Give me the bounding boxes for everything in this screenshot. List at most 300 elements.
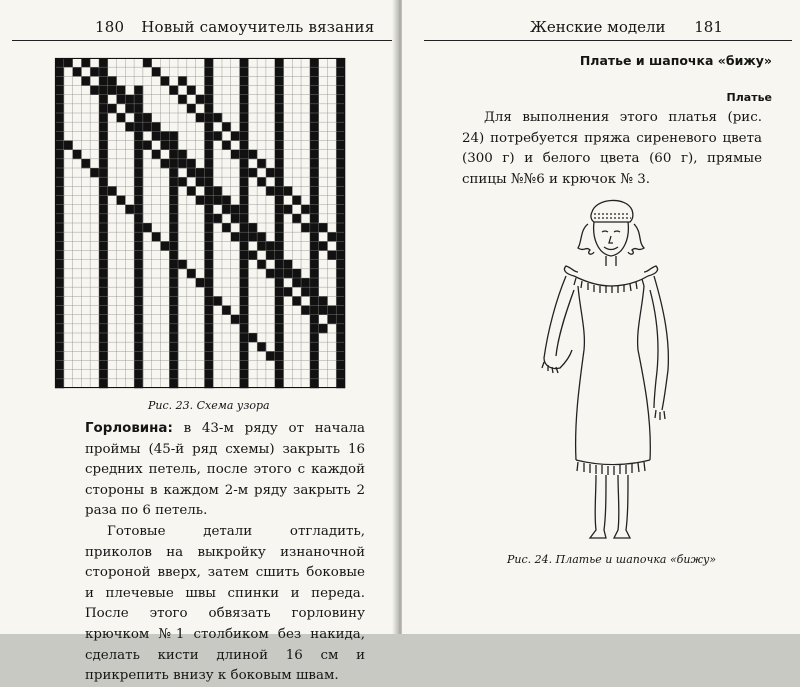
filled-cell — [275, 113, 284, 122]
filled-cell — [204, 260, 213, 269]
filled-cell — [169, 131, 178, 140]
filled-cell — [169, 324, 178, 333]
filled-cell — [336, 278, 345, 287]
filled-cell — [99, 278, 108, 287]
filled-cell — [55, 351, 64, 360]
filled-cell — [169, 168, 178, 177]
filled-cell — [178, 260, 187, 269]
filled-cell — [275, 333, 284, 342]
filled-cell — [134, 186, 143, 195]
filled-cell — [55, 306, 64, 315]
filled-cell — [117, 196, 126, 205]
filled-cell — [275, 251, 284, 260]
filled-cell — [336, 269, 345, 278]
filled-cell — [55, 67, 64, 76]
filled-cell — [336, 351, 345, 360]
filled-cell — [99, 67, 108, 76]
filled-cell — [125, 104, 134, 113]
filled-cell — [204, 241, 213, 250]
filled-cell — [134, 131, 143, 140]
filled-cell — [55, 131, 64, 140]
filled-cell — [108, 186, 117, 195]
filled-cell — [240, 223, 249, 232]
filled-cell — [231, 232, 240, 241]
filled-cell — [275, 104, 284, 113]
filled-cell — [81, 76, 90, 85]
filled-cell — [178, 76, 187, 85]
filled-cell — [55, 232, 64, 241]
filled-cell — [169, 205, 178, 214]
filled-cell — [160, 241, 169, 250]
filled-cell — [204, 58, 213, 67]
filled-cell — [99, 159, 108, 168]
filled-cell — [213, 113, 222, 122]
filled-cell — [204, 196, 213, 205]
filled-cell — [117, 86, 126, 95]
filled-cell — [55, 251, 64, 260]
filled-cell — [266, 186, 275, 195]
filled-cell — [99, 306, 108, 315]
filled-cell — [134, 370, 143, 379]
filled-cell — [240, 58, 249, 67]
filled-cell — [310, 122, 319, 131]
filled-cell — [99, 315, 108, 324]
filled-cell — [55, 315, 64, 324]
right-running-header — [530, 18, 723, 36]
filled-cell — [99, 214, 108, 223]
left-header-rule — [12, 40, 392, 41]
filled-cell — [310, 150, 319, 159]
filled-cell — [55, 342, 64, 351]
filled-cell — [231, 205, 240, 214]
filled-cell — [275, 315, 284, 324]
left-page — [0, 0, 398, 684]
filled-cell — [134, 214, 143, 223]
filled-cell — [143, 223, 152, 232]
pattern-grid — [55, 58, 345, 388]
filled-cell — [99, 260, 108, 269]
filled-cell — [55, 104, 64, 113]
filled-cell — [310, 260, 319, 269]
filled-cell — [266, 241, 275, 250]
filled-cell — [99, 287, 108, 296]
filled-cell — [310, 168, 319, 177]
filled-cell — [336, 95, 345, 104]
filled-cell — [240, 159, 249, 168]
filled-cell — [310, 223, 319, 232]
filled-cell — [240, 342, 249, 351]
filled-cell — [55, 361, 64, 370]
left-page-number: 180 — [95, 18, 125, 36]
filled-cell — [169, 214, 178, 223]
paragraph-neckline — [85, 419, 365, 522]
filled-cell — [222, 122, 231, 131]
filled-cell — [204, 269, 213, 278]
filled-cell — [310, 324, 319, 333]
filled-cell — [240, 67, 249, 76]
filled-cell — [240, 324, 249, 333]
filled-cell — [336, 205, 345, 214]
filled-cell — [134, 141, 143, 150]
filled-cell — [336, 287, 345, 296]
filled-cell — [266, 251, 275, 260]
left-running-header — [95, 18, 374, 36]
filled-cell — [336, 342, 345, 351]
filled-cell — [213, 186, 222, 195]
filled-cell — [336, 324, 345, 333]
filled-cell — [134, 205, 143, 214]
filled-cell — [310, 315, 319, 324]
filled-cell — [55, 95, 64, 104]
filled-cell — [55, 159, 64, 168]
filled-cell — [55, 196, 64, 205]
filled-cell — [204, 177, 213, 186]
filled-cell — [257, 342, 266, 351]
filled-cell — [275, 122, 284, 131]
filled-cell — [275, 205, 284, 214]
filled-cell — [81, 58, 90, 67]
filled-cell — [204, 86, 213, 95]
filled-cell — [99, 196, 108, 205]
filled-cell — [292, 296, 301, 305]
filled-cell — [275, 260, 284, 269]
filled-cell — [301, 278, 310, 287]
filled-cell — [169, 361, 178, 370]
filled-cell — [336, 67, 345, 76]
filled-cell — [248, 150, 257, 159]
filled-cell — [55, 177, 64, 186]
filled-cell — [240, 315, 249, 324]
filled-cell — [222, 141, 231, 150]
filled-cell — [187, 269, 196, 278]
filled-cell — [319, 241, 328, 250]
filled-cell — [99, 131, 108, 140]
right-page — [402, 0, 800, 634]
filled-cell — [275, 168, 284, 177]
filled-cell — [275, 241, 284, 250]
filled-cell — [275, 361, 284, 370]
filled-cell — [160, 141, 169, 150]
filled-cell — [55, 278, 64, 287]
filled-cell — [169, 315, 178, 324]
neckline-lead: Горловина: — [85, 421, 173, 436]
filled-cell — [336, 196, 345, 205]
filled-cell — [275, 370, 284, 379]
filled-cell — [204, 205, 213, 214]
filled-cell — [134, 379, 143, 388]
filled-cell — [310, 370, 319, 379]
filled-cell — [99, 177, 108, 186]
filled-cell — [169, 379, 178, 388]
filled-cell — [169, 159, 178, 168]
filled-cell — [169, 86, 178, 95]
filled-cell — [204, 214, 213, 223]
filled-cell — [336, 214, 345, 223]
filled-cell — [310, 241, 319, 250]
filled-cell — [204, 150, 213, 159]
filled-cell — [55, 76, 64, 85]
filled-cell — [275, 296, 284, 305]
filled-cell — [310, 361, 319, 370]
filled-cell — [240, 205, 249, 214]
filled-cell — [196, 95, 205, 104]
filled-cell — [204, 361, 213, 370]
filled-cell — [134, 196, 143, 205]
filled-cell — [275, 141, 284, 150]
neckline-text: в 43-м ряду от начала проймы (45-й ряд схемы) закрыть 16 средних петель, после этого с каждой стороны в каждом 2-м ряду закрыть 2 раза по 6 петель. — [85, 421, 365, 519]
paragraph-finishing — [85, 522, 365, 687]
filled-cell — [134, 287, 143, 296]
filled-cell — [257, 232, 266, 241]
filled-cell — [99, 379, 108, 388]
filled-cell — [90, 67, 99, 76]
filled-cell — [336, 232, 345, 241]
filled-cell — [292, 269, 301, 278]
filled-cell — [55, 141, 64, 150]
filled-cell — [134, 86, 143, 95]
filled-cell — [169, 370, 178, 379]
filled-cell — [283, 205, 292, 214]
filled-cell — [310, 113, 319, 122]
filled-cell — [310, 86, 319, 95]
filled-cell — [240, 333, 249, 342]
filled-cell — [213, 214, 222, 223]
filled-cell — [240, 104, 249, 113]
filled-cell — [240, 86, 249, 95]
filled-cell — [134, 177, 143, 186]
filled-cell — [134, 168, 143, 177]
filled-cell — [99, 241, 108, 250]
filled-cell — [204, 95, 213, 104]
filled-cell — [240, 370, 249, 379]
filled-cell — [257, 260, 266, 269]
woman-in-dress-drawing — [514, 190, 704, 545]
filled-cell — [99, 186, 108, 195]
filled-cell — [169, 150, 178, 159]
filled-cell — [336, 251, 345, 260]
filled-cell — [55, 379, 64, 388]
filled-cell — [117, 113, 126, 122]
filled-cell — [99, 113, 108, 122]
filled-cell — [240, 95, 249, 104]
filled-cell — [64, 141, 73, 150]
filled-cell — [336, 104, 345, 113]
filled-cell — [240, 296, 249, 305]
filled-cell — [204, 186, 213, 195]
filled-cell — [292, 278, 301, 287]
filled-cell — [204, 315, 213, 324]
filled-cell — [275, 324, 284, 333]
filled-cell — [275, 67, 284, 76]
filled-cell — [204, 379, 213, 388]
filled-cell — [319, 306, 328, 315]
filled-cell — [143, 141, 152, 150]
filled-cell — [336, 76, 345, 85]
filled-cell — [275, 76, 284, 85]
filled-cell — [310, 342, 319, 351]
filled-cell — [99, 76, 108, 85]
filled-cell — [160, 131, 169, 140]
filled-cell — [248, 333, 257, 342]
filled-cell — [275, 150, 284, 159]
filled-cell — [266, 269, 275, 278]
filled-cell — [327, 251, 336, 260]
filled-cell — [169, 186, 178, 195]
filled-cell — [99, 168, 108, 177]
filled-cell — [169, 223, 178, 232]
filled-cell — [275, 131, 284, 140]
filled-cell — [204, 104, 213, 113]
filled-cell — [169, 141, 178, 150]
filled-cell — [266, 168, 275, 177]
filled-cell — [275, 232, 284, 241]
filled-cell — [99, 269, 108, 278]
filled-cell — [336, 168, 345, 177]
filled-cell — [275, 278, 284, 287]
filled-cell — [55, 370, 64, 379]
filled-cell — [204, 141, 213, 150]
filled-cell — [275, 379, 284, 388]
filled-cell — [169, 296, 178, 305]
filled-cell — [64, 58, 73, 67]
filled-cell — [99, 333, 108, 342]
filled-cell — [310, 351, 319, 360]
filled-cell — [310, 141, 319, 150]
filled-cell — [134, 122, 143, 131]
filled-cell — [204, 287, 213, 296]
finishing-text: Готовые детали отгладить, приколов на выкройку изнаночной стороной вверх, затем сшить боковые и плечевые швы спинки и переда. После этого обвязать горловину крючком №1 столбиком без накида, сделать кисти длиной 16 см и прикрепить внизу к боковым швам. — [85, 523, 365, 684]
filled-cell — [99, 370, 108, 379]
left-body-text — [85, 419, 365, 687]
filled-cell — [275, 287, 284, 296]
filled-cell — [240, 168, 249, 177]
filled-cell — [125, 95, 134, 104]
filled-cell — [336, 241, 345, 250]
filled-cell — [55, 269, 64, 278]
filled-cell — [240, 214, 249, 223]
filled-cell — [222, 306, 231, 315]
filled-cell — [301, 306, 310, 315]
filled-cell — [310, 131, 319, 140]
filled-cell — [73, 67, 82, 76]
filled-cell — [275, 223, 284, 232]
filled-cell — [134, 333, 143, 342]
filled-cell — [275, 95, 284, 104]
filled-cell — [240, 379, 249, 388]
filled-cell — [231, 214, 240, 223]
filled-cell — [257, 159, 266, 168]
filled-cell — [204, 342, 213, 351]
filled-cell — [99, 150, 108, 159]
filled-cell — [319, 223, 328, 232]
filled-cell — [204, 168, 213, 177]
filled-cell — [301, 223, 310, 232]
filled-cell — [336, 186, 345, 195]
filled-cell — [275, 351, 284, 360]
filled-cell — [310, 251, 319, 260]
filled-cell — [196, 168, 205, 177]
filled-cell — [99, 58, 108, 67]
filled-cell — [178, 95, 187, 104]
filled-cell — [169, 232, 178, 241]
filled-cell — [248, 251, 257, 260]
filled-cell — [134, 296, 143, 305]
filled-cell — [240, 241, 249, 250]
filled-cell — [204, 370, 213, 379]
filled-cell — [240, 251, 249, 260]
filled-cell — [275, 342, 284, 351]
filled-cell — [196, 278, 205, 287]
filled-cell — [222, 196, 231, 205]
filled-cell — [204, 223, 213, 232]
filled-cell — [187, 168, 196, 177]
filled-cell — [336, 379, 345, 388]
filled-cell — [310, 104, 319, 113]
filled-cell — [292, 196, 301, 205]
filled-cell — [283, 186, 292, 195]
subsection-title: Платье — [726, 91, 772, 104]
filled-cell — [240, 260, 249, 269]
filled-cell — [187, 159, 196, 168]
filled-cell — [231, 150, 240, 159]
filled-cell — [240, 278, 249, 287]
filled-cell — [55, 324, 64, 333]
filled-cell — [310, 269, 319, 278]
filled-cell — [134, 324, 143, 333]
filled-cell — [240, 306, 249, 315]
filled-cell — [310, 177, 319, 186]
filled-cell — [204, 76, 213, 85]
filled-cell — [310, 214, 319, 223]
filled-cell — [336, 159, 345, 168]
dress-illustration — [514, 190, 704, 545]
filled-cell — [231, 131, 240, 140]
filled-cell — [336, 306, 345, 315]
filled-cell — [204, 296, 213, 305]
filled-cell — [55, 223, 64, 232]
filled-cell — [310, 232, 319, 241]
filled-cell — [240, 113, 249, 122]
filled-cell — [204, 122, 213, 131]
filled-cell — [275, 177, 284, 186]
filled-cell — [55, 150, 64, 159]
filled-cell — [204, 232, 213, 241]
filled-cell — [310, 379, 319, 388]
filled-cell — [310, 278, 319, 287]
filled-cell — [169, 306, 178, 315]
filled-cell — [55, 287, 64, 296]
filled-cell — [319, 296, 328, 305]
filled-cell — [336, 58, 345, 67]
filled-cell — [240, 150, 249, 159]
filled-cell — [117, 95, 126, 104]
filled-cell — [134, 361, 143, 370]
filled-cell — [336, 333, 345, 342]
filled-cell — [310, 196, 319, 205]
filled-cell — [134, 232, 143, 241]
filled-cell — [336, 315, 345, 324]
filled-cell — [336, 370, 345, 379]
right-page-number: 181 — [694, 18, 723, 36]
filled-cell — [310, 186, 319, 195]
filled-cell — [169, 177, 178, 186]
filled-cell — [55, 205, 64, 214]
filled-cell — [248, 168, 257, 177]
filled-cell — [327, 306, 336, 315]
filled-cell — [310, 76, 319, 85]
filled-cell — [204, 113, 213, 122]
filled-cell — [160, 159, 169, 168]
